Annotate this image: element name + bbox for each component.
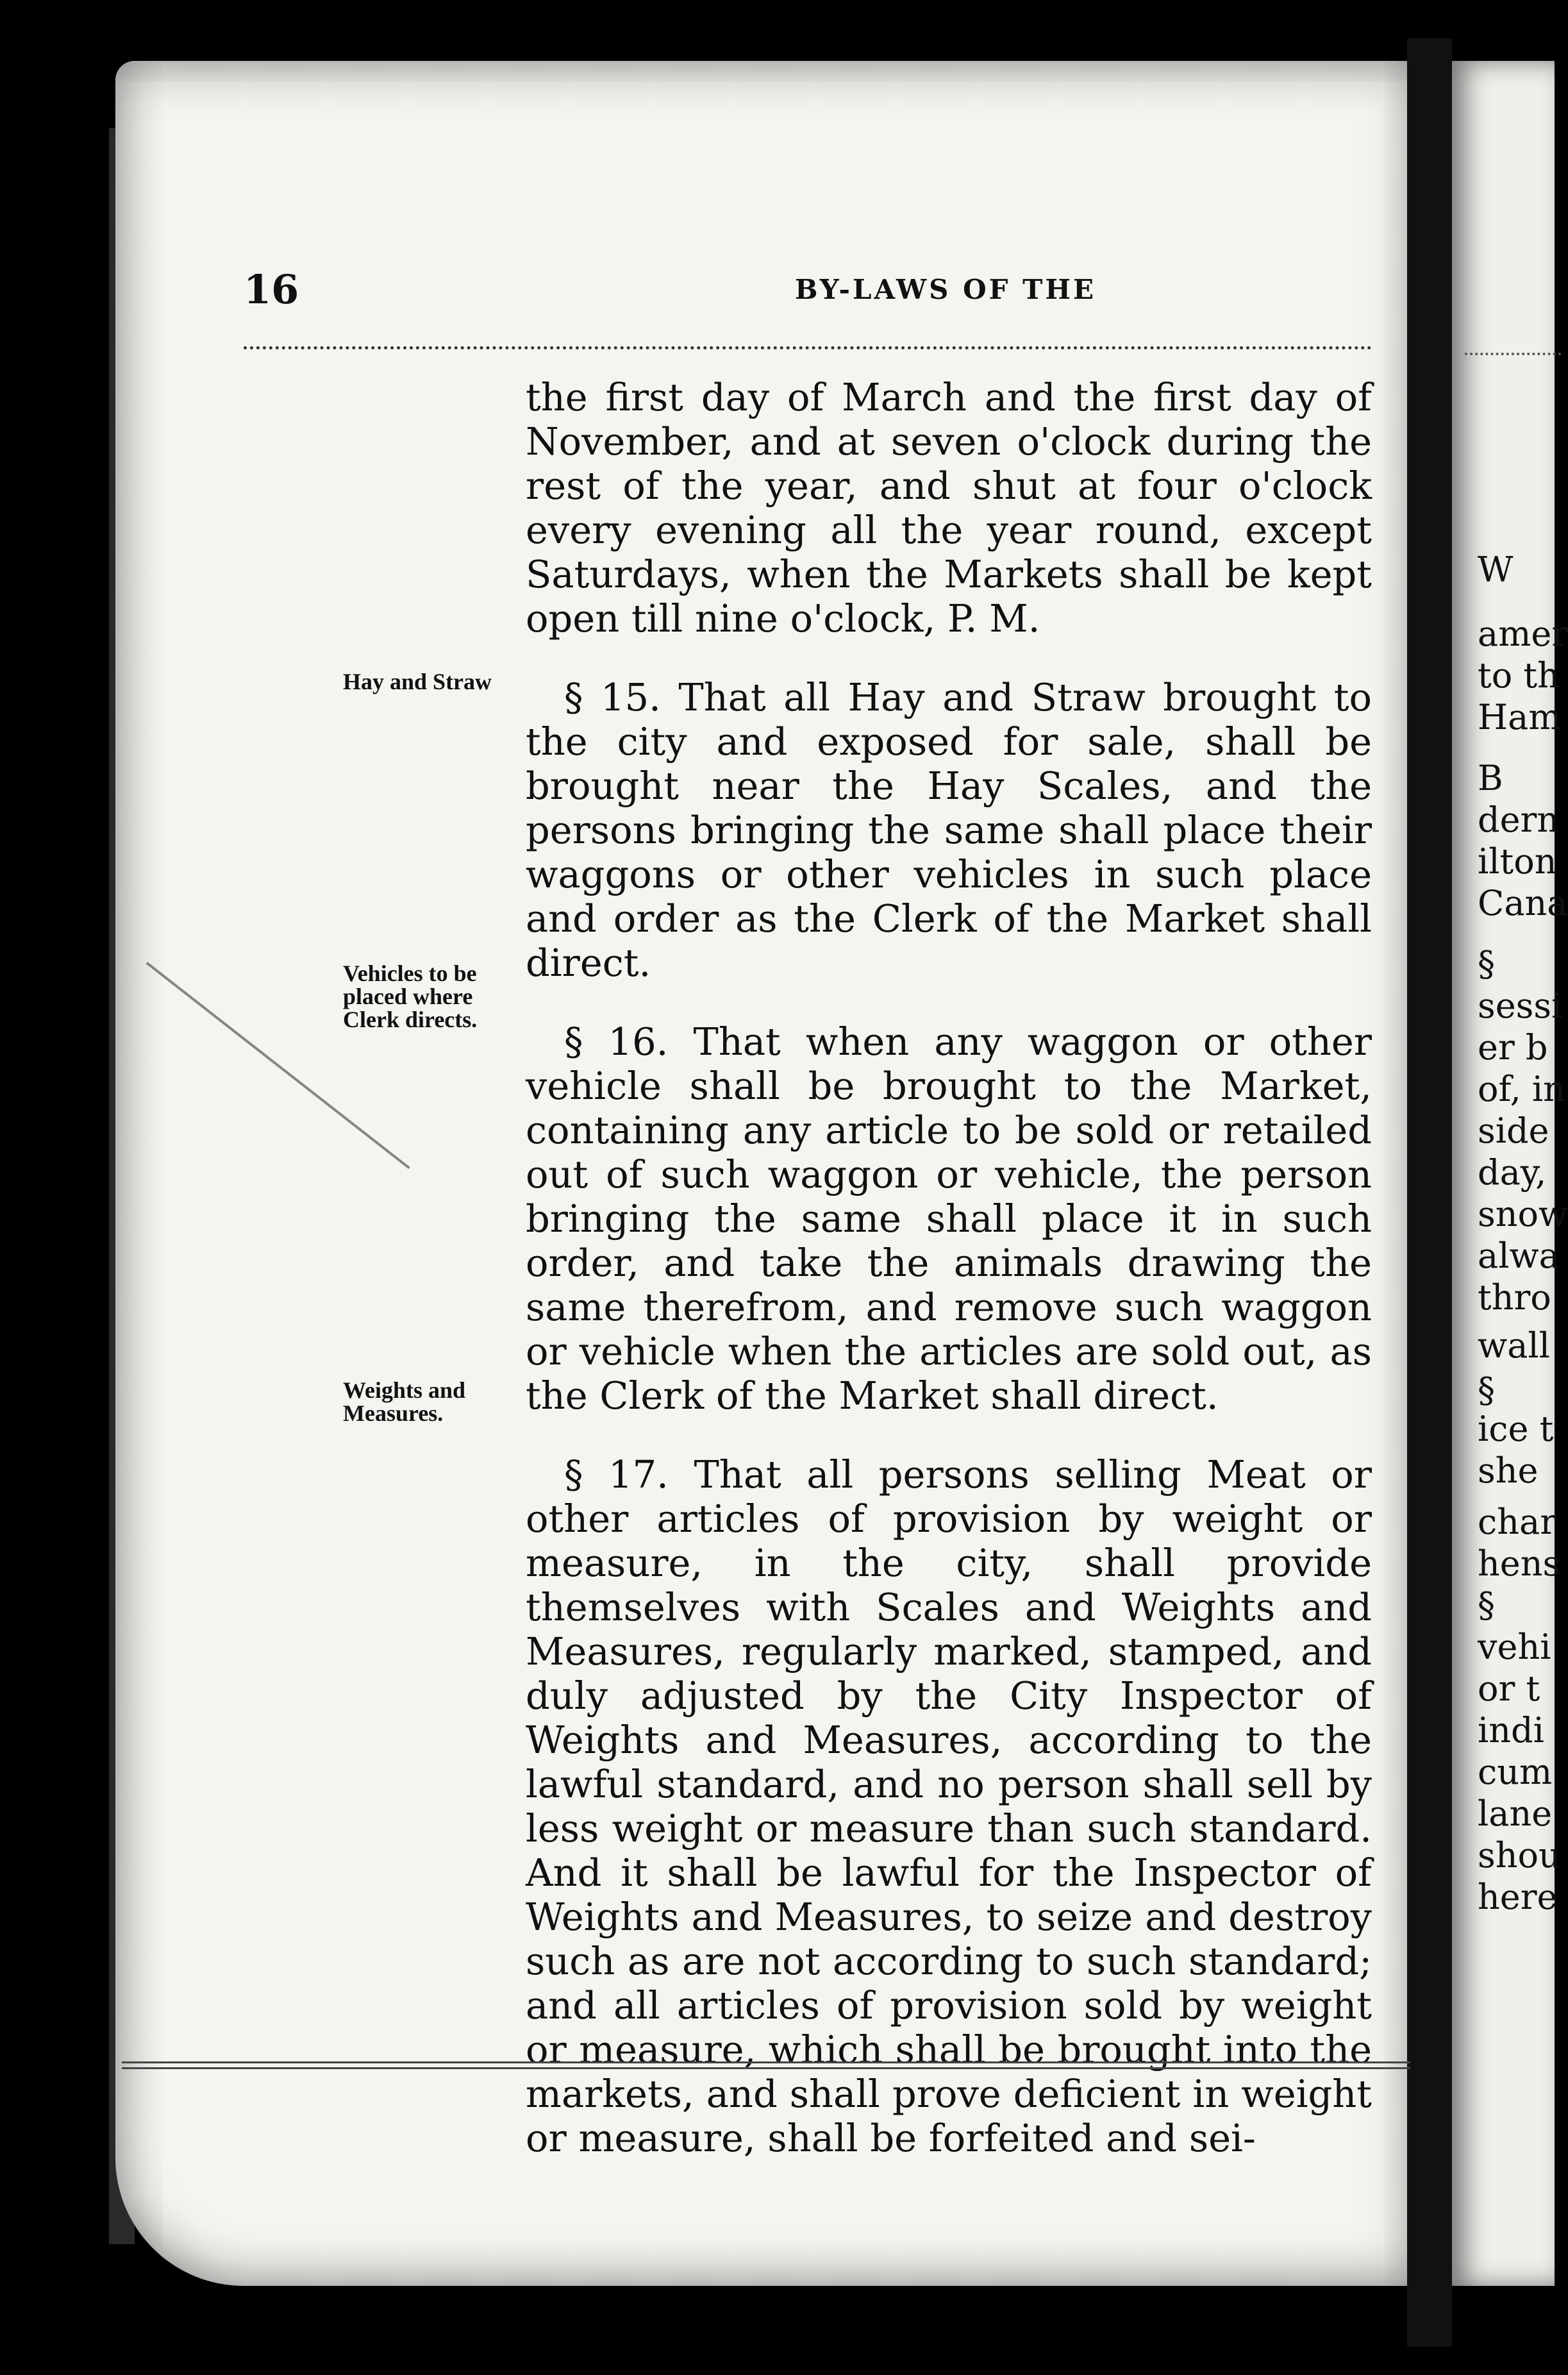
paragraph-section-15: § 15. That all Hay and Straw brought to the city and exposed for sale, shall be brought near the Hay Scales, and the persons bringing the same shall place their waggons or other vehicles in such place and order as the Clerk of the Market shall direct. <box>526 675 1372 985</box>
facing-page-fragment: § <box>1478 1585 1495 1625</box>
running-title: BY-LAWS OF THE <box>795 274 1097 305</box>
header-dotted-rule <box>244 346 1372 349</box>
book-gutter <box>1407 38 1452 2347</box>
facing-page-fragment: cum <box>1478 1752 1553 1792</box>
facing-page-fragment: day, <box>1478 1152 1547 1193</box>
facing-page-fragment: here <box>1478 1877 1558 1917</box>
margin-note-weights-and-measures: Weights and Measures. <box>343 1377 466 1426</box>
facing-page-fragment: indi <box>1478 1710 1544 1750</box>
facing-page-fragment: shou <box>1478 1835 1561 1876</box>
facing-page-fragment: wall <box>1478 1325 1550 1366</box>
facing-page-fragment: er b <box>1478 1027 1548 1068</box>
page-number: 16 <box>244 266 299 313</box>
facing-page-fragment: side <box>1478 1111 1549 1151</box>
facing-page-fragment: amer <box>1478 614 1568 654</box>
facing-page-fragment: Ham <box>1478 697 1562 737</box>
facing-page-fragment: Cana <box>1478 883 1568 923</box>
margin-note-vehicles: Vehicles to be placed where Clerk directs. <box>343 961 478 1032</box>
facing-page-fragment: B <box>1478 758 1503 798</box>
facing-page-fragment: dern <box>1478 800 1560 840</box>
facing-page-fragment: sessi <box>1478 986 1563 1026</box>
facing-page-fragment: ice t <box>1478 1409 1554 1449</box>
paragraph-section-17: § 17. That all persons selling Meat or other articles of provision by weight or measure, in the city, shall provide themselves with Scales and Weights and Measures, regularly marked, stamped, and duly adjusted by the City Inspector of Weights and Measures, according to the lawful standard, and no person shall sell by less weight or measure than such standard. And it shall be lawful for the Inspector of Weights and Measures, to seize and destroy such as are not according to such standard; and all articles of provision sold by weight or measure, which shall be brought into the markets, and shall prove deficient in weight or measure, shall be forfeited and sei- <box>526 1452 1372 2160</box>
facing-page <box>1452 61 1568 2286</box>
facing-page-fragment: snow <box>1478 1194 1568 1234</box>
facing-page-fragment: ilton <box>1478 841 1557 882</box>
facing-page-fragment: char <box>1478 1502 1557 1542</box>
margin-note-hay-and-straw: Hay and Straw <box>343 669 492 694</box>
facing-page-fragment: of, in <box>1478 1069 1565 1109</box>
facing-page-fragment: vehi <box>1478 1627 1551 1667</box>
facing-page-rule <box>1465 353 1561 355</box>
facing-page-fragment: alwa <box>1478 1236 1560 1276</box>
body-text <box>526 375 1372 2195</box>
facing-page-fragment: § <box>1478 944 1495 984</box>
paragraph-section-16: § 16. That when any waggon or other vehicle shall be brought to the Market, containing any article to be sold or retailed out of such waggon or vehicle, the person bringing the same shall place it in such order, and take the animals drawing the same therefrom, and remove such waggon or vehicle when the articles are sold out, as the Clerk of the Market shall direct. <box>526 1020 1372 1418</box>
facing-page-fragment: she <box>1478 1450 1539 1491</box>
facing-page-fragment: hens <box>1478 1543 1561 1584</box>
facing-page-fragment: W <box>1478 550 1514 590</box>
paragraph-continued: the first day of March and the first day of November, and at seven o'clock during the rest of the year, and shut at four o'clock every evening all the year round, except Saturdays, when the Markets shall be kept open till nine o'clock, P. M. <box>526 375 1372 641</box>
facing-page-fragment: lane <box>1478 1793 1553 1834</box>
bottom-rule <box>122 2061 1410 2069</box>
facing-page-fragment: § <box>1478 1370 1495 1411</box>
facing-page-fragment: thro <box>1478 1277 1551 1318</box>
facing-page-fragment: or t <box>1478 1668 1540 1709</box>
running-head <box>244 266 1372 311</box>
facing-page-fragment: to th <box>1478 655 1560 696</box>
